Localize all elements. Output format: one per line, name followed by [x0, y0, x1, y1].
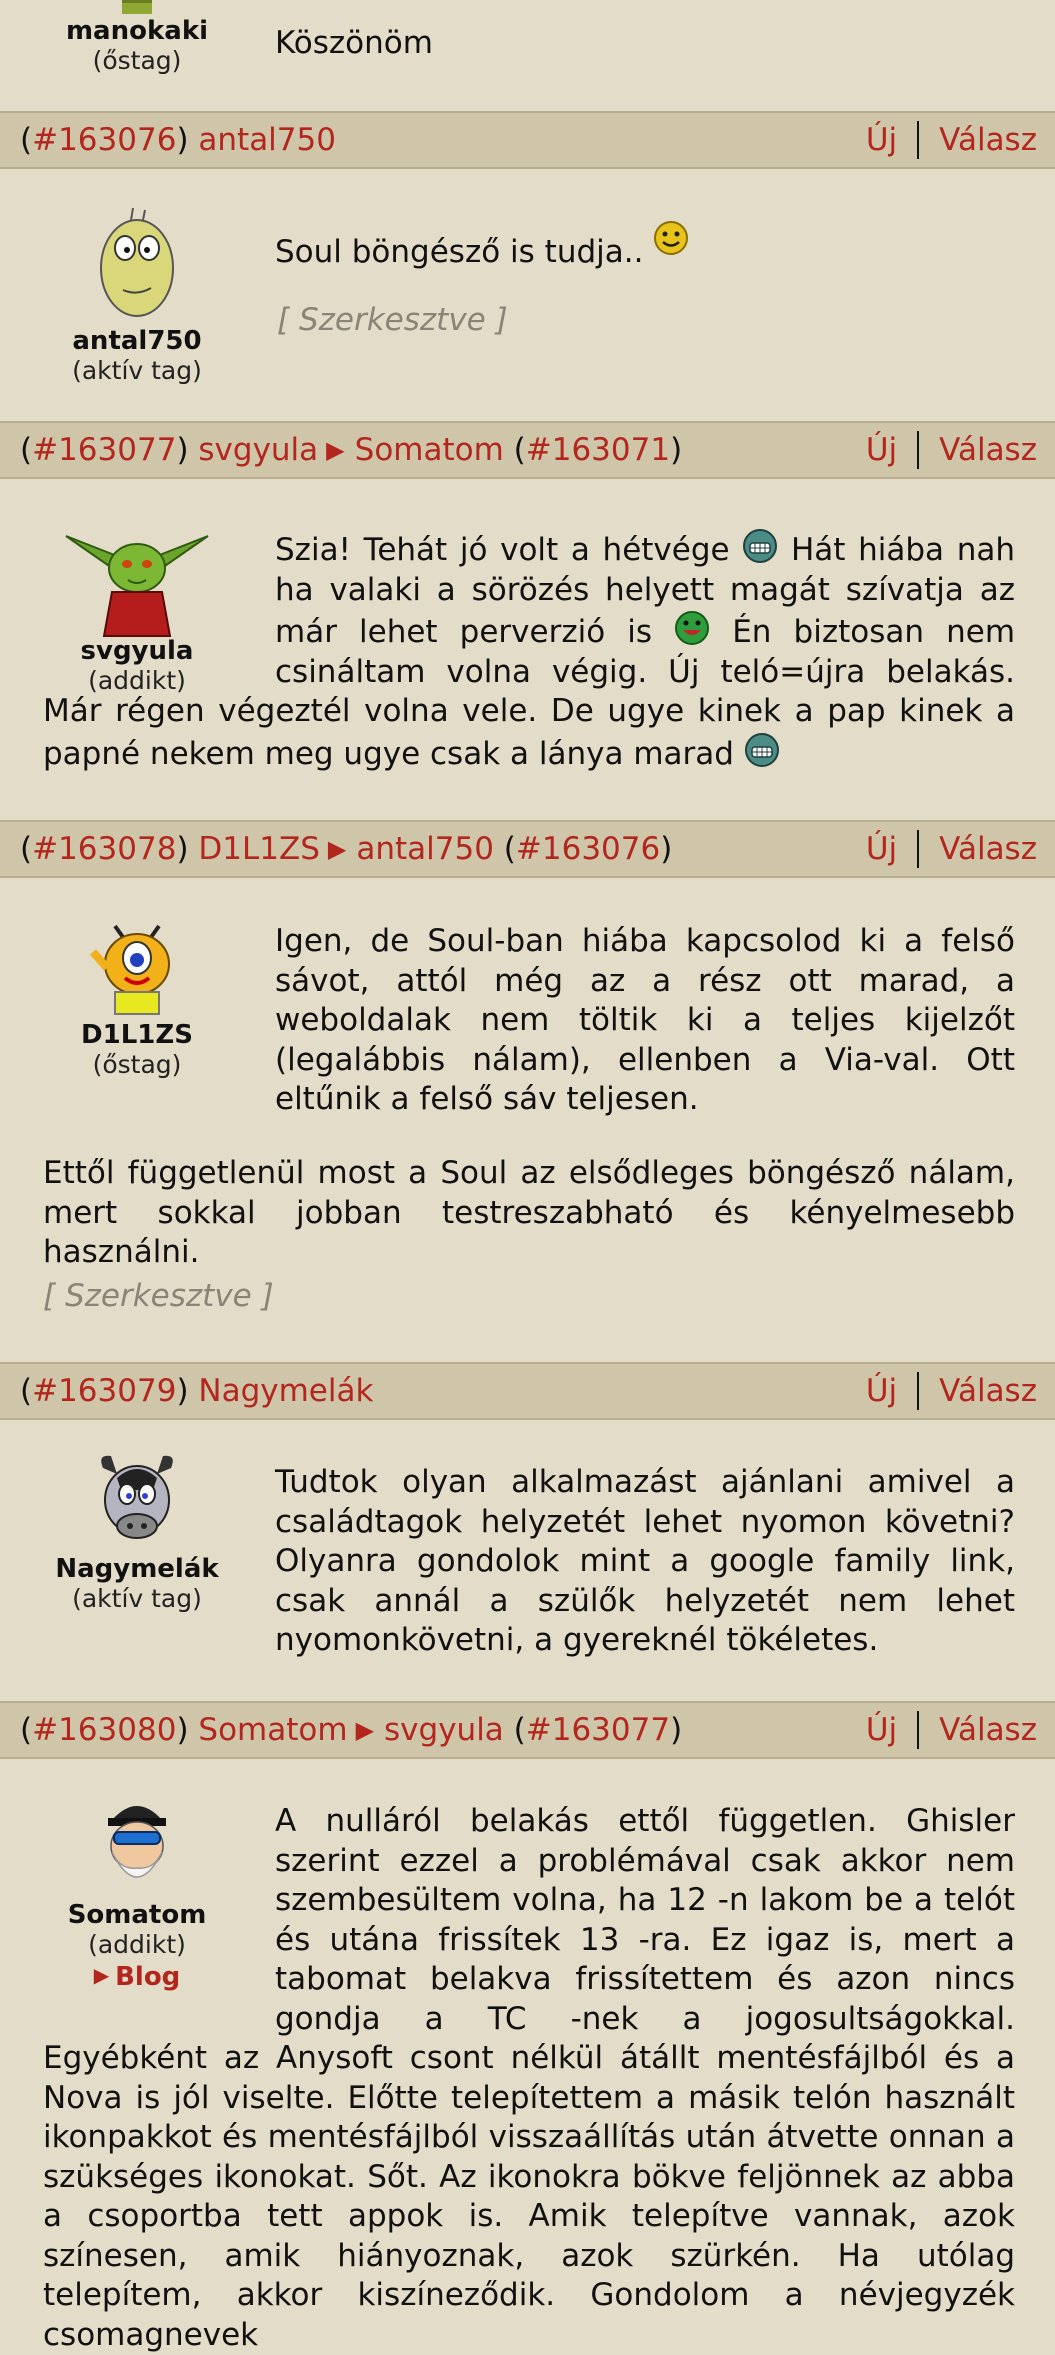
post-text [275, 220, 1015, 273]
post-text [43, 528, 1015, 774]
post-author [27, 200, 247, 386]
red-arrow-icon: ▶ [355, 1716, 375, 1744]
author-link[interactable]: D1L1ZS [198, 831, 320, 867]
grin-icon [744, 732, 780, 768]
post-number-link[interactable]: #163080 [32, 1712, 177, 1748]
reply-button[interactable]: Válasz [939, 432, 1037, 468]
post-header [0, 820, 1055, 878]
post-meta: (#163076) antal750 [20, 122, 336, 158]
float-spacer [43, 1802, 275, 2038]
author-rank: (addikt) [88, 666, 186, 695]
post-actions [866, 1372, 1037, 1410]
post-author [27, 912, 247, 1080]
author-link[interactable]: antal750 [198, 122, 336, 158]
divider [917, 830, 919, 868]
author-rank: (őstag) [92, 1050, 182, 1079]
reply-number-link[interactable]: #163076 [515, 831, 661, 867]
post-number-link[interactable]: #163079 [32, 1373, 177, 1409]
post-text-part: Én biztosan nem csináltam volna végig. Új teló=újra belakás. Már régen végeztél volna vele. De ugye kinek a pap kinek a papné nekem meg ugye csak a lánya marad [43, 614, 1016, 772]
post-meta: (#163078) D1L1ZS ▶ antal750 (#163076) [20, 831, 673, 867]
avatar[interactable] [85, 912, 189, 1020]
divider [917, 1711, 919, 1749]
reply-button[interactable]: Válasz [939, 122, 1037, 158]
divider [917, 121, 919, 159]
edited-link[interactable]: [ Szerkesztve ] [43, 1278, 274, 1314]
reply-button[interactable]: Válasz [939, 1373, 1037, 1409]
post-meta: (#163079) Nagymelák [20, 1373, 374, 1409]
reply-to-link[interactable]: svgyula [384, 1712, 504, 1748]
post-author [27, 0, 247, 76]
red-arrow-icon: ▶ [326, 436, 345, 464]
author-rank: (őstag) [92, 46, 182, 75]
post-text: Tudtok olyan alkalmazást ajánlani amivel a családtagok helyzetét lehet nyomon követni? Olyanra gondolok mint a google family link, csak annál a szülők helyzetét nem lehet nyomonkövetni, a gyereknél tökéletes. [275, 1464, 1015, 1658]
author-name[interactable]: Nagymelák [55, 1554, 219, 1584]
author-link[interactable]: Nagymelák [198, 1373, 374, 1409]
post-header [0, 421, 1055, 479]
edited-link[interactable]: [ Szerkesztve ] [277, 302, 508, 338]
post-author [27, 1450, 247, 1614]
author-rank: (aktív tag) [72, 1584, 202, 1613]
author-name[interactable]: manokaki [65, 16, 209, 46]
new-button[interactable]: Új [865, 1712, 898, 1748]
post-header [0, 1362, 1055, 1420]
post-header [0, 111, 1055, 169]
divider [917, 431, 919, 469]
author-name[interactable]: Somatom [67, 1900, 207, 1930]
post-meta: (#163080) Somatom ▶ svgyula (#163077) [20, 1712, 683, 1748]
reply-number-link[interactable]: #163071 [525, 432, 671, 468]
smiley-icon [653, 220, 689, 256]
red-arrow-icon: ▶ [93, 1963, 110, 1987]
post-actions [866, 121, 1037, 159]
author-link[interactable]: svgyula [198, 432, 319, 468]
post-number-link[interactable]: #163076 [32, 122, 177, 158]
avatar[interactable] [87, 1450, 187, 1554]
float-spacer [43, 528, 275, 686]
post-text [43, 1802, 1015, 2355]
post-text: Igen, de Soul-ban hiába kapcsolod ki a felső sávot, attól még az a rész ott marad, a weboldalak nem töltik ki a teljes kijelzőt (legalábbis nálam), ellenben a Via-val. Ott eltűnik a felső sáv teljesen. [275, 923, 1015, 1117]
post-meta: (#163077) svgyula ▶ Somatom (#163071) [20, 432, 683, 468]
divider [917, 1372, 919, 1410]
blog-label[interactable]: Blog [115, 1962, 181, 1992]
post-text-content: A nulláról belakás ettől független. Ghisler szerint ezzel a problémával csak akkor nem szembesültem volna, ha 12 -n lakom be a telót és utána frissítek 13 -ra. Ez igaz is, mert a tabomat belakva frissítettem és azon nincs gondja a TC -nek a jogosultságokkal. Egyébként az Anysoft csont nélkül átállt mentésfájlból és a Nova is jól viselte. Előtte telepítettem a másik telón használt ikonpakkot és mentésfájlból visszaállítás után átvette onnan a szükséges ikonokat. Sőt. Az ikonokra bökve feljönnek az abba a csoportba tett appok is. Amik telepítve vannak, azok színesen, amik hiányoznak, azok szürkén. Ha utólag telepítem, akkor kiszíneződik. Gondolom a névjegyzék csomagnevek [43, 1803, 1015, 2353]
red-arrow-icon: ▶ [327, 835, 347, 863]
post-actions [866, 431, 1037, 469]
avatar[interactable] [92, 0, 182, 16]
author-rank: (addikt) [88, 1930, 186, 1959]
author-link[interactable]: Somatom [198, 1712, 348, 1748]
author-name[interactable]: D1L1ZS [81, 1020, 193, 1050]
post-actions [866, 1711, 1037, 1749]
new-button[interactable]: Új [865, 1373, 898, 1409]
new-button[interactable]: Új [865, 122, 898, 158]
post-header [0, 1701, 1055, 1759]
post-text: Ettől függetlenül most a Soul az elsődleges böngésző nálam, mert sokkal jobban testreszabható és kényelmesebb használni. [43, 1155, 1015, 1270]
author-rank: (aktív tag) [72, 356, 202, 385]
post-number-link[interactable]: #163077 [32, 432, 177, 468]
post-text-part: Szia! Tehát jó volt a hétvége [275, 532, 730, 568]
post-text-part: Hát hiába nah ha valaki a sörözés helyett magát szívatja az már lehet perverzió is [275, 532, 1016, 650]
post-number-link[interactable]: #163078 [32, 831, 177, 867]
reply-to-link[interactable]: antal750 [356, 831, 494, 867]
post-text: Köszönöm [275, 25, 433, 61]
avatar[interactable] [87, 200, 187, 326]
new-button[interactable]: Új [865, 432, 898, 468]
author-name[interactable]: svgyula [80, 636, 194, 666]
grin-icon [742, 528, 778, 564]
reply-number-link[interactable]: #163077 [525, 1712, 671, 1748]
post-text-content: Soul böngésző is tudja.. [275, 234, 644, 270]
new-button[interactable]: Új [865, 831, 898, 867]
post-actions [866, 830, 1037, 868]
reply-button[interactable]: Válasz [939, 831, 1037, 867]
reply-button[interactable]: Válasz [939, 1712, 1037, 1748]
author-name[interactable]: antal750 [72, 326, 202, 356]
green-smiley-icon [674, 610, 710, 646]
reply-to-link[interactable]: Somatom [354, 432, 504, 468]
